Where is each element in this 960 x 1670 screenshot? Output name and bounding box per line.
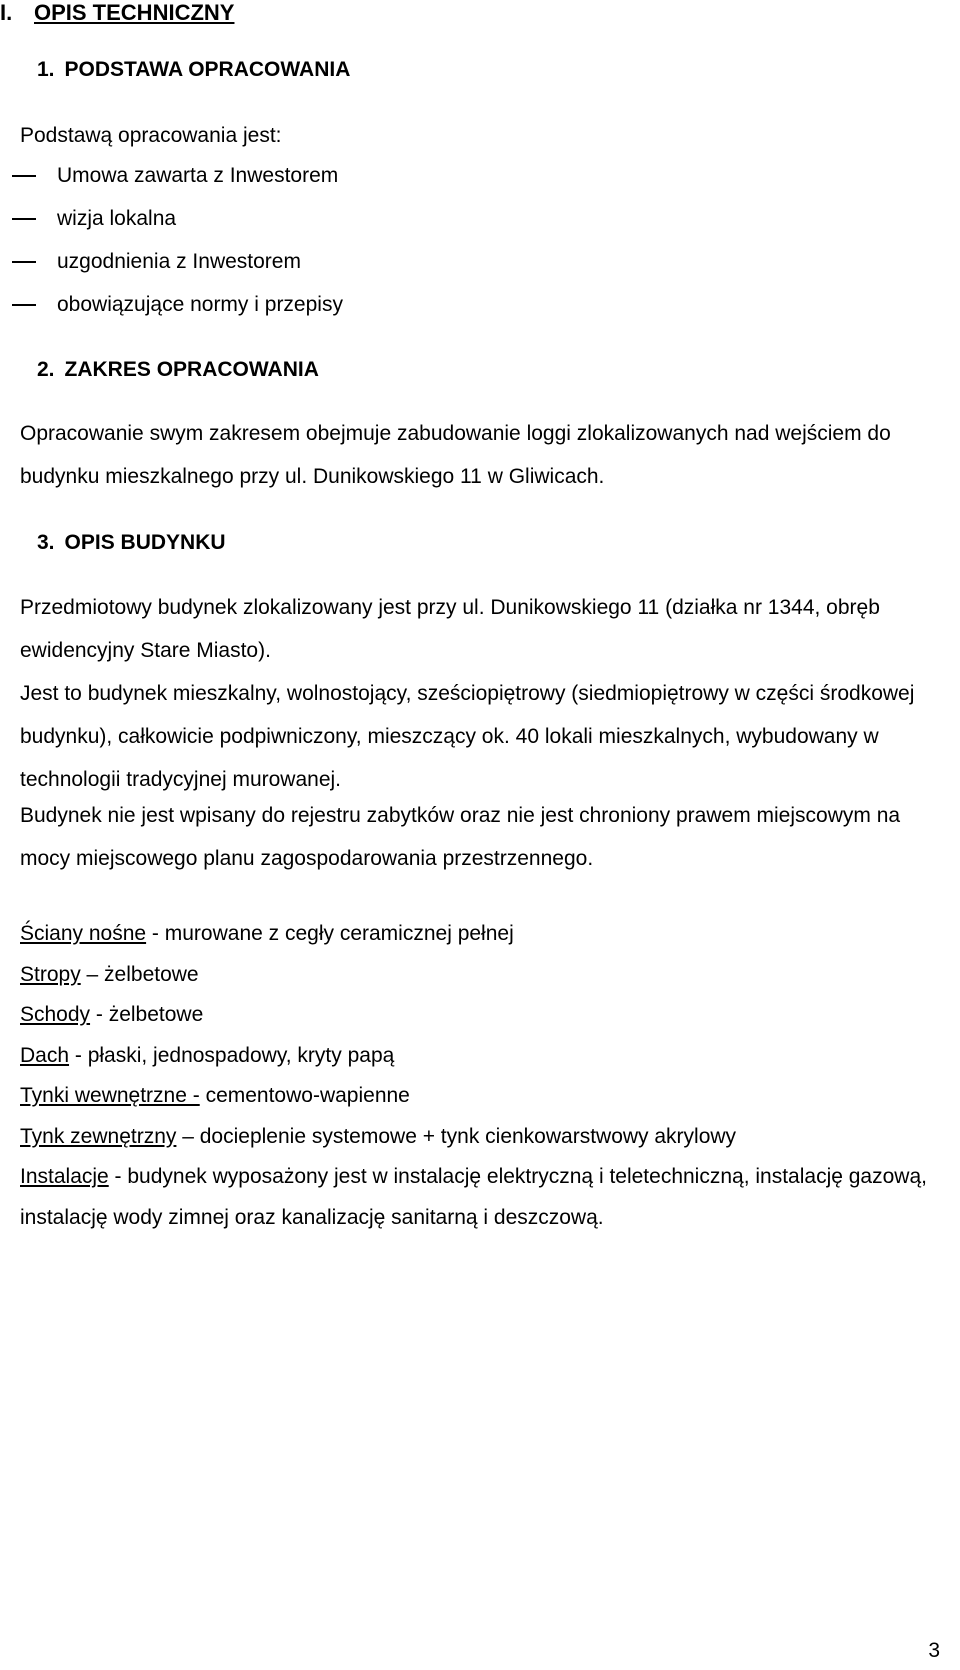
spec-row bbox=[20, 955, 940, 996]
list-item bbox=[0, 206, 343, 249]
dash-bullet-icon bbox=[12, 218, 36, 220]
section3-paragraph-2: Jest to budynek mieszkalny, wolnostojący, sześciopiętrowy (siedmiopiętrowy w części środkowej budynku), całkowicie podpiwniczony, mieszczący ok. 40 lokali mieszkalnych, wybudowany w technologii tradycyjnej murowanej. bbox=[20, 682, 915, 791]
section3-paragraph-1: Przedmiotowy budynek zlokalizowany jest przy ul. Dunikowskiego 11 (działka nr 1344, obręb ewidencyjny Stare Miasto). bbox=[20, 596, 880, 662]
spec-term: Stropy bbox=[20, 962, 81, 986]
section-heading-3 bbox=[37, 530, 226, 556]
spec-row bbox=[20, 1036, 940, 1077]
spec-term: Ściany nośne bbox=[20, 922, 147, 945]
list-item-text: obowiązujące normy i przepisy bbox=[57, 293, 343, 316]
document-title-text: OPIS TECHNICZNY bbox=[34, 0, 235, 25]
spec-description: cementowo-wapienne bbox=[199, 1084, 410, 1107]
spec-row bbox=[20, 1157, 940, 1238]
list-item bbox=[0, 163, 343, 206]
dash-bullet-icon bbox=[12, 261, 36, 263]
section-title: PODSTAWA OPRACOWANIA bbox=[64, 58, 351, 81]
spec-term: Tynk zewnętrzny bbox=[20, 1124, 177, 1148]
spec-description: – żelbetowe bbox=[80, 962, 199, 986]
spec-description: - murowane z cegły ceramicznej pełnej bbox=[146, 922, 514, 945]
document-title bbox=[0, 0, 234, 26]
spec-term: Dach bbox=[20, 1043, 70, 1067]
dash-bullet-icon bbox=[12, 304, 36, 306]
building-spec-list bbox=[20, 914, 940, 1238]
page-number: 3 bbox=[928, 1639, 940, 1662]
basis-list bbox=[0, 163, 343, 335]
section1-intro: Podstawą opracowania jest: bbox=[20, 124, 282, 147]
section-title: ZAKRES OPRACOWANIA bbox=[64, 358, 319, 381]
section-heading-1 bbox=[37, 57, 350, 83]
document-title-number: I. bbox=[0, 0, 13, 25]
section2-text: Opracowanie swym zakresem obejmuje zabudowanie loggi zlokalizowanych nad wejściem do budynku mieszkalnego przy ul. Dunikowskiego 11 w Gliwicach. bbox=[20, 422, 891, 488]
section-number: 1. bbox=[37, 58, 55, 81]
spec-row bbox=[20, 914, 940, 955]
spec-row bbox=[20, 995, 940, 1036]
list-item bbox=[0, 249, 343, 292]
list-item bbox=[0, 292, 343, 335]
spec-term: Schody bbox=[20, 1003, 91, 1026]
dash-bullet-icon bbox=[12, 175, 36, 177]
spec-row bbox=[20, 1117, 940, 1158]
spec-row bbox=[20, 1076, 940, 1117]
list-item-text: Umowa zawarta z Inwestorem bbox=[57, 164, 339, 187]
spec-description: - żelbetowe bbox=[90, 1003, 204, 1026]
list-item-text: wizja lokalna bbox=[57, 207, 177, 230]
section-number: 2. bbox=[37, 358, 55, 381]
section3-paragraph-3: Budynek nie jest wpisany do rejestru zabytków oraz nie jest chroniony prawem miejscowym na mocy miejscowego planu zagospodarowania przestrzennego. bbox=[20, 804, 901, 870]
section-title: OPIS BUDYNKU bbox=[64, 531, 226, 554]
list-item-text: uzgodnienia z Inwestorem bbox=[57, 250, 301, 273]
section-number: 3. bbox=[37, 531, 55, 554]
spec-description: - budynek wyposażony jest w instalację elektryczną i teletechniczną, instalację gazową, instalację wody zimnej oraz kanalizację sanitarną i deszczową. bbox=[20, 1165, 927, 1229]
spec-term: Tynki wewnętrzne - bbox=[20, 1084, 200, 1107]
section-heading-2 bbox=[37, 357, 319, 383]
spec-description: – docieplenie systemowe + tynk cienkowarstwowy akrylowy bbox=[176, 1124, 737, 1148]
spec-term: Instalacje bbox=[20, 1165, 109, 1188]
spec-description: - płaski, jednospadowy, kryty papą bbox=[69, 1043, 395, 1067]
